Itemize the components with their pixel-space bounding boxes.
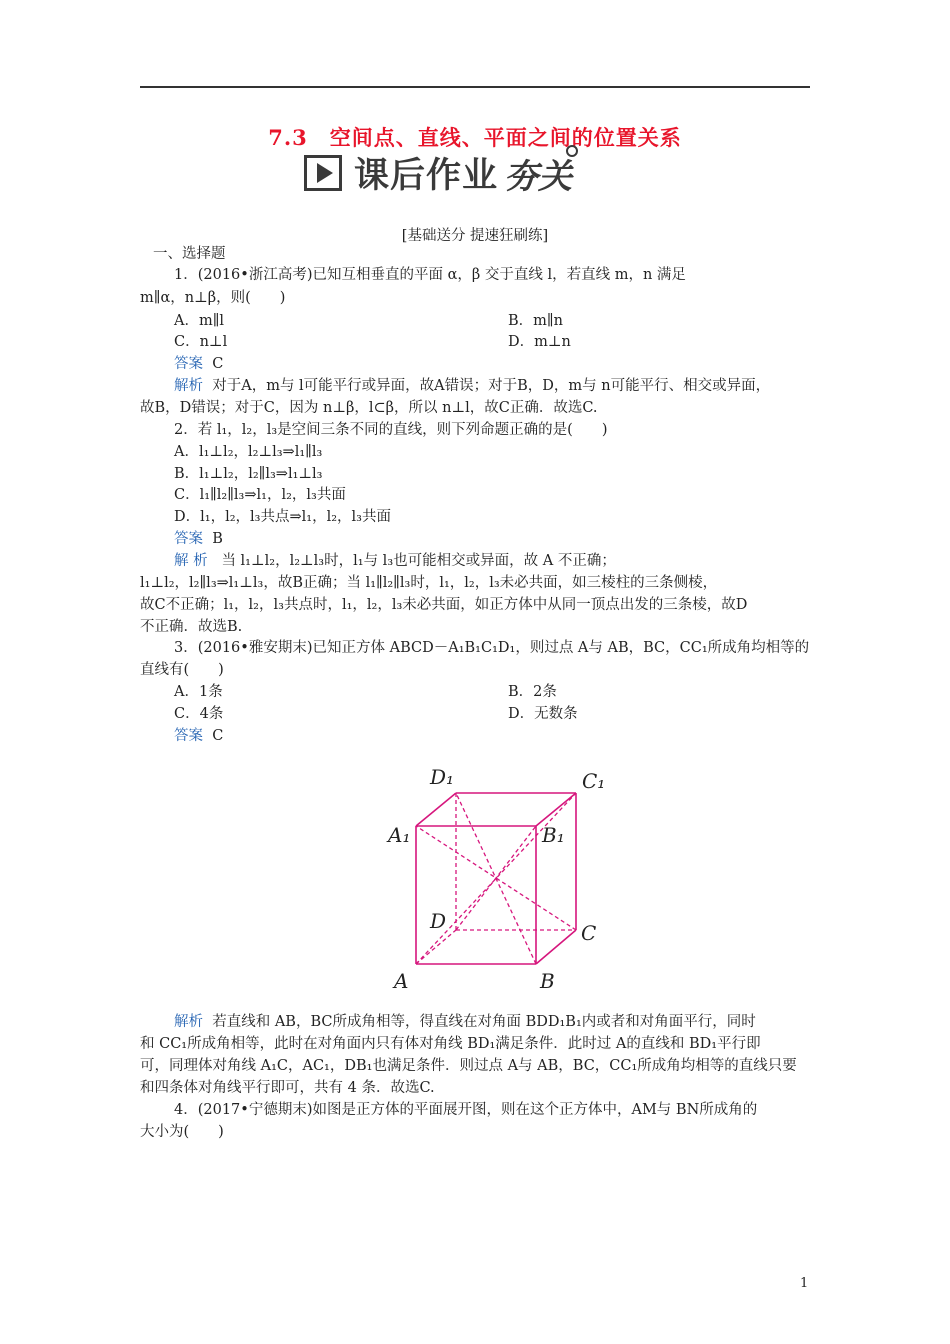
edge-b-c xyxy=(536,930,576,964)
play-icon xyxy=(304,155,342,191)
q2-analysis-4: 不正确．故选B. xyxy=(140,619,243,635)
label-b: B xyxy=(540,969,555,993)
answer-value: C xyxy=(212,356,224,372)
q1-analysis-2: 故B，D错误；对于C，因为 n⊥β，l⊂β，所以 n⊥l，故C正确．故选C. xyxy=(140,400,598,416)
answer-label: 答案 xyxy=(174,356,203,372)
q3-analysis-3: 可，同理体对角线 A₁C，AC₁，DB₁也满足条件．则过点 A与 AB，BC，CC₁所成角均相等的直线只要 xyxy=(140,1058,797,1074)
q1-option-b: B．m∥n xyxy=(508,313,563,329)
q2-analysis-2: l₁⊥l₂，l₂∥l₃⇒l₁⊥l₃，故B正确；当 l₁∥l₂∥l₃时，l₁，l₂，l₃未必共面，如三棱柱的三条侧棱， xyxy=(140,575,718,591)
q1-option-a: A．m∥l xyxy=(174,313,225,329)
label-d: D xyxy=(430,909,447,933)
banner xyxy=(304,150,572,196)
label-c1: C₁ xyxy=(582,769,606,793)
q3-option-b: B．2条 xyxy=(508,684,557,700)
logo-ring-icon xyxy=(566,145,578,157)
label-a1: A₁ xyxy=(388,823,411,847)
analysis-label: 解 析 xyxy=(174,553,208,569)
banner-logo: 夯关 xyxy=(504,149,572,198)
q2-stem: 2．若 l₁，l₂，l₃是空间三条不同的直线，则下列命题正确的是( ) xyxy=(174,422,608,438)
q3-option-c: C．4条 xyxy=(174,706,224,722)
analysis-label: 解析 xyxy=(174,1014,203,1030)
page-number: 1 xyxy=(800,1276,809,1291)
edge-a1-d1 xyxy=(416,793,456,826)
q3-analysis-2: 和 CC₁所成角相等，此时在对角面内只有体对角线 BD₁满足条件．此时过 A的直线和 BD₁平行即 xyxy=(140,1036,761,1052)
q1-answer xyxy=(174,354,223,374)
edge-b1-c1 xyxy=(536,793,576,826)
q3-stem-1: 3．(2016•雅安期末)已知正方体 ABCD－A₁B₁C₁D₁，则过点 A与 AB，BC，CC₁所成角均相等的 xyxy=(174,640,810,656)
q4-stem-2: 大小为( ) xyxy=(140,1124,224,1140)
q2-analysis-3: 故C不正确；l₁，l₂，l₃共点时，l₁，l₂，l₃未必共面，如正方体中从同一顶点出发的三条棱，故D xyxy=(140,597,748,613)
q2-option-a: A．l₁⊥l₂，l₂⊥l₃⇒l₁∥l₃ xyxy=(174,444,323,460)
answer-label: 答案 xyxy=(174,531,203,547)
label-d1: D₁ xyxy=(430,765,455,789)
q2-option-d: D．l₁，l₂，l₃共点⇒l₁，l₂，l₃共面 xyxy=(174,509,391,525)
q3-analysis-1: 解析 若直线和 AB，BC所成角相等，得直线在对角面 BDD₁B₁内或者和对角面平行，同时 xyxy=(174,1014,756,1030)
q3-stem-2: 直线有( ) xyxy=(140,662,224,678)
q3-option-d: D．无数条 xyxy=(508,706,578,722)
answer-value: B xyxy=(212,531,223,547)
label-c: C xyxy=(581,921,597,945)
q2-analysis-1: 解 析 当 l₁⊥l₂，l₂⊥l₃时，l₁与 l₃也可能相交或异面，故 A 不正确； xyxy=(174,553,616,569)
q2-option-c: C．l₁∥l₂∥l₃⇒l₁，l₂，l₃共面 xyxy=(174,487,346,503)
analysis-label: 解析 xyxy=(174,378,203,394)
cube-figure xyxy=(364,744,620,998)
answer-label: 答案 xyxy=(174,728,203,744)
banner-text: 课后作业 xyxy=(354,156,499,196)
label-b1: B₁ xyxy=(542,823,565,847)
label-a: A xyxy=(394,969,409,993)
q1-stem-1: 1．(2016•浙江高考)已知互相垂直的平面 α，β 交于直线 l，若直线 m，n 满足 xyxy=(174,267,686,283)
subheading: [基础送分 提速狂刷练] xyxy=(401,228,549,244)
page-title: 7.3 空间点、直线、平面之间的位置关系 xyxy=(268,125,682,150)
diagonal-d-b1 xyxy=(456,826,536,930)
q1-stem-2: m∥α，n⊥β，则( ) xyxy=(140,290,286,306)
top-rule xyxy=(140,86,810,88)
q2-option-b: B．l₁⊥l₂，l₂∥l₃⇒l₁⊥l₃ xyxy=(174,466,323,482)
q3-analysis-4: 和四条体对角线平行即可，共有 4 条．故选C. xyxy=(140,1080,435,1096)
edge-a-d xyxy=(416,930,456,964)
q2-answer xyxy=(174,529,223,549)
q3-answer xyxy=(174,726,223,746)
q3-option-a: A．1条 xyxy=(174,684,223,700)
q1-option-d: D．m⊥n xyxy=(508,334,571,350)
section-heading: 一、选择题 xyxy=(153,246,226,262)
answer-value: C xyxy=(212,728,224,744)
q4-stem-1: 4．(2017•宁德期末)如图是正方体的平面展开图，则在这个正方体中，AM与 BN所成角的 xyxy=(174,1102,758,1118)
q1-analysis-1: 解析 对于A，m与 l可能平行或异面，故A错误；对于B，D，m与 n可能平行、相交或异面， xyxy=(174,378,771,394)
q1-option-c: C．n⊥l xyxy=(174,334,228,350)
